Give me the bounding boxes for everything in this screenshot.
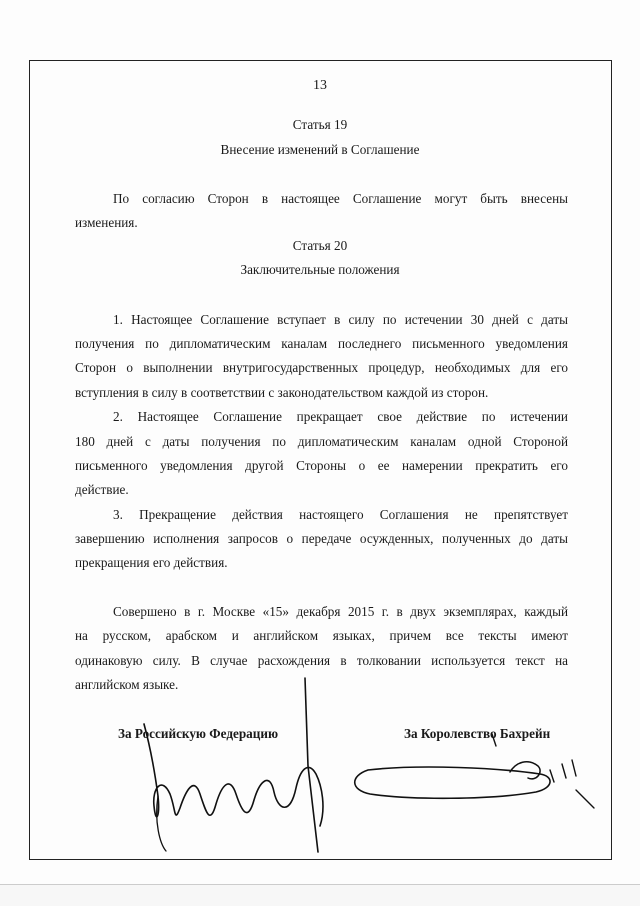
article-20-title: Заключительные положения	[240, 262, 400, 277]
clause-2-line-4: действие.	[75, 482, 129, 497]
article-19-line-2: изменения.	[75, 215, 138, 230]
signatory-bahrain: За Королевство Бахрейн	[404, 726, 551, 741]
clause-3-line-3: прекращения его действия.	[75, 555, 228, 570]
clause-1-line-2: получения по дипломатическим каналам последнего письменного уведомления	[75, 336, 568, 351]
clause-1-line-1: 1. Настоящее Соглашение вступает в силу по истечении 30 дней с даты	[113, 312, 568, 327]
clause-1-line-4: вступления в силу в соответствии с законодательством каждой из сторон.	[75, 385, 489, 400]
scan-bottom-strip	[0, 884, 640, 906]
closing-line-1: Совершено в г. Москве «15» декабря 2015 г. в двух экземплярах, каждый	[113, 604, 568, 619]
signatory-russia: За Российскую Федерацию	[118, 726, 279, 741]
bahrain-signature-scribble	[340, 730, 610, 820]
closing-line-4: английском языке.	[75, 677, 179, 692]
clause-2-line-2: 180 дней с даты получения по дипломатическим каналам одной Стороной	[75, 434, 568, 449]
clause-1-line-3: Сторон о выполнении внутригосударственных процедур, необходимых для его	[75, 360, 568, 375]
article-19-title: Внесение изменений в Соглашение	[220, 142, 420, 157]
clause-2-line-3: письменного уведомления другой Стороны о ее намерении прекратить его	[75, 458, 568, 473]
article-20-heading: Статья 20	[292, 238, 348, 253]
closing-line-3: одинаковую силу. В случае расхождения в толковании используется текст на	[75, 653, 568, 668]
article-19-heading: Статья 19	[292, 117, 348, 132]
clause-3-line-2: завершению исполнения запросов о передаче осужденных, полученных до даты	[75, 531, 568, 546]
clause-2-line-1: 2. Настоящее Соглашение прекращает свое действие по истечении	[113, 409, 568, 424]
article-19-line-1: По согласию Сторон в настоящее Соглашение могут быть внесены	[113, 191, 568, 206]
page-number: 13	[313, 78, 327, 93]
russia-signature-scribble	[140, 676, 340, 856]
clause-3-line-1: 3. Прекращение действия настоящего Соглашения не препятствует	[113, 507, 568, 522]
closing-line-2: на русском, арабском и английском языках, причем все тексты имеют	[75, 628, 568, 643]
